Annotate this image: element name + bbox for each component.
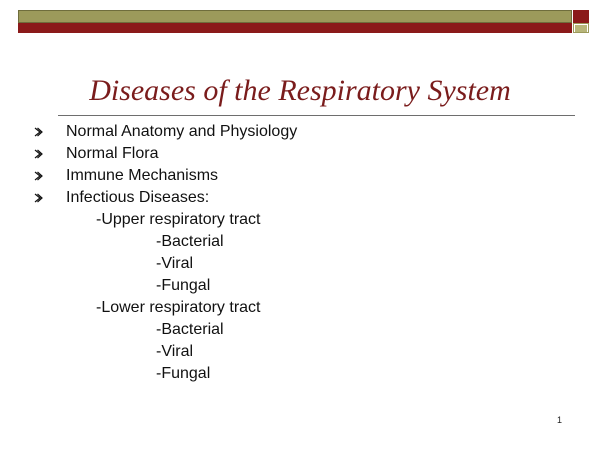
bullet-item: Immune Mechanisms xyxy=(66,167,219,184)
arrow-bullet-icon xyxy=(33,193,43,203)
sub-item: -Bacterial xyxy=(156,233,224,250)
sub-item-upper-tract: -Upper respiratory tract xyxy=(96,211,261,228)
bullet-item: Normal Flora xyxy=(66,145,159,162)
bullet-item: Normal Anatomy and Physiology xyxy=(66,123,298,140)
page-number: 1 xyxy=(557,415,563,425)
slide-title: Diseases of the Respiratory System xyxy=(89,74,511,107)
top-banner-olive xyxy=(18,10,572,23)
title-divider xyxy=(58,115,575,116)
corner-block-red xyxy=(573,10,589,23)
bullet-item: Infectious Diseases: xyxy=(66,189,210,206)
arrow-bullet-icon xyxy=(33,171,43,181)
sub-item-lower-tract: -Lower respiratory tract xyxy=(96,299,261,316)
sub-item: -Viral xyxy=(156,255,194,272)
sub-item: -Bacterial xyxy=(156,321,224,338)
sub-item: -Fungal xyxy=(156,277,211,294)
sub-item: -Viral xyxy=(156,343,194,360)
arrow-bullet-icon xyxy=(33,149,43,159)
arrow-bullet-icon xyxy=(33,127,43,137)
sub-item: -Fungal xyxy=(156,365,211,382)
corner-block-olive xyxy=(575,25,587,32)
top-banner-maroon xyxy=(18,23,572,33)
